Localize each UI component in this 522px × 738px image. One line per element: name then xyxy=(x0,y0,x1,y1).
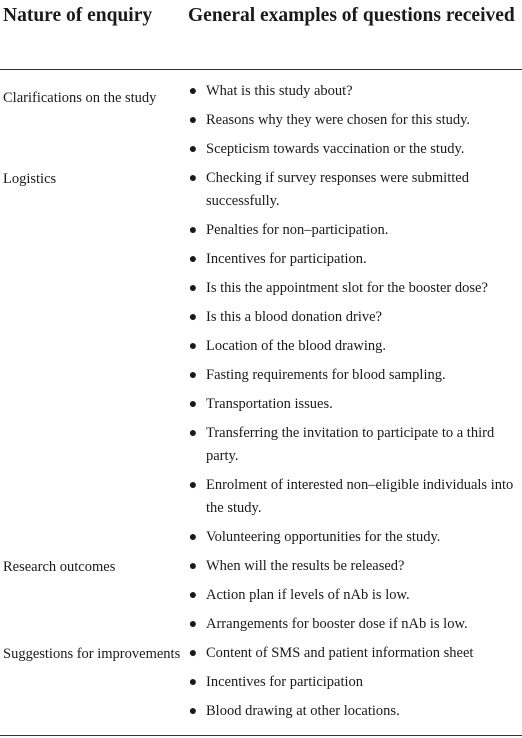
list-item-text: Checking if survey responses were submitted successfully. xyxy=(206,170,469,209)
bullet-icon: ● xyxy=(188,530,198,545)
list-item-text: Incentives for participation. xyxy=(206,251,367,267)
list-item-text: Content of SMS and patient information sheet xyxy=(206,645,474,661)
list-item xyxy=(188,474,522,520)
list-item xyxy=(188,526,522,549)
bullet-icon: ● xyxy=(188,281,198,296)
header-nature-of-enquiry: Nature of enquiry xyxy=(3,5,153,26)
table-row xyxy=(0,167,522,555)
list-item xyxy=(188,364,522,387)
list-item xyxy=(188,167,522,213)
list-item-text: What is this study about? xyxy=(206,83,353,99)
list-item-text: Incentives for participation xyxy=(206,674,364,690)
examples-list xyxy=(188,555,522,642)
bullet-icon: ● xyxy=(188,559,198,574)
list-item-text: Blood drawing at other locations. xyxy=(206,703,400,719)
examples-list xyxy=(188,167,522,555)
list-item-text: Scepticism towards vaccination or the study. xyxy=(206,141,465,157)
list-item xyxy=(188,219,522,242)
list-item xyxy=(188,422,522,468)
list-item-text: Is this a blood donation drive? xyxy=(206,309,382,325)
table-row xyxy=(0,642,522,729)
list-item xyxy=(188,584,522,607)
table-body xyxy=(0,78,522,729)
bullet-icon: ● xyxy=(188,704,198,719)
list-item xyxy=(188,393,522,416)
bullet-icon: ● xyxy=(188,646,198,661)
bullet-icon: ● xyxy=(188,617,198,632)
category-cell: Logistics xyxy=(3,171,57,187)
table-bottom-rule xyxy=(0,735,522,736)
list-item-text: Reasons why they were chosen for this study. xyxy=(206,112,471,128)
bullet-icon: ● xyxy=(188,675,198,690)
bullet-icon: ● xyxy=(188,252,198,267)
list-item-text: Volunteering opportunities for the study. xyxy=(206,529,441,545)
list-item xyxy=(188,555,522,578)
list-item-text: Transportation issues. xyxy=(206,396,333,412)
list-item-text: Transferring the invitation to participate to a third party. xyxy=(206,425,495,464)
bullet-icon: ● xyxy=(188,171,198,186)
bullet-icon: ● xyxy=(188,223,198,238)
category-cell: Clarifications on the study xyxy=(3,90,157,106)
list-item xyxy=(188,642,522,665)
list-item-text: Enrolment of interested non–eligible individuals into the study. xyxy=(206,477,514,516)
examples-list xyxy=(188,642,522,729)
header-general-examples: General examples of questions received xyxy=(188,5,515,26)
category-cell: Research outcomes xyxy=(3,559,116,575)
table-row xyxy=(0,78,522,167)
bullet-icon: ● xyxy=(188,113,198,128)
table-row xyxy=(0,555,522,642)
bullet-icon: ● xyxy=(188,84,198,99)
list-item-text: Location of the blood drawing. xyxy=(206,338,386,354)
list-item xyxy=(188,277,522,300)
bullet-icon: ● xyxy=(188,397,198,412)
bullet-icon: ● xyxy=(188,142,198,157)
list-item-text: When will the results be released? xyxy=(206,558,405,574)
bullet-icon: ● xyxy=(188,310,198,325)
list-item xyxy=(188,138,522,161)
list-item xyxy=(188,700,522,723)
list-item-text: Arrangements for booster dose if nAb is low. xyxy=(206,616,468,632)
bullet-icon: ● xyxy=(188,339,198,354)
list-item xyxy=(188,335,522,358)
bullet-icon: ● xyxy=(188,478,198,493)
category-cell: Suggestions for improvements xyxy=(3,646,181,662)
table-header xyxy=(0,0,522,70)
examples-list xyxy=(188,78,522,167)
bullet-icon: ● xyxy=(188,588,198,603)
list-item-text: Action plan if levels of nAb is low. xyxy=(206,587,410,603)
list-item xyxy=(188,613,522,636)
list-item xyxy=(188,248,522,271)
bullet-icon: ● xyxy=(188,426,198,441)
list-item xyxy=(188,80,522,103)
header-divider xyxy=(0,69,522,70)
list-item xyxy=(188,306,522,329)
list-item-text: Fasting requirements for blood sampling. xyxy=(206,367,446,383)
list-item xyxy=(188,671,522,694)
bullet-icon: ● xyxy=(188,368,198,383)
list-item-text: Is this the appointment slot for the booster dose? xyxy=(206,280,488,296)
list-item-text: Penalties for non–participation. xyxy=(206,222,389,238)
list-item xyxy=(188,109,522,132)
